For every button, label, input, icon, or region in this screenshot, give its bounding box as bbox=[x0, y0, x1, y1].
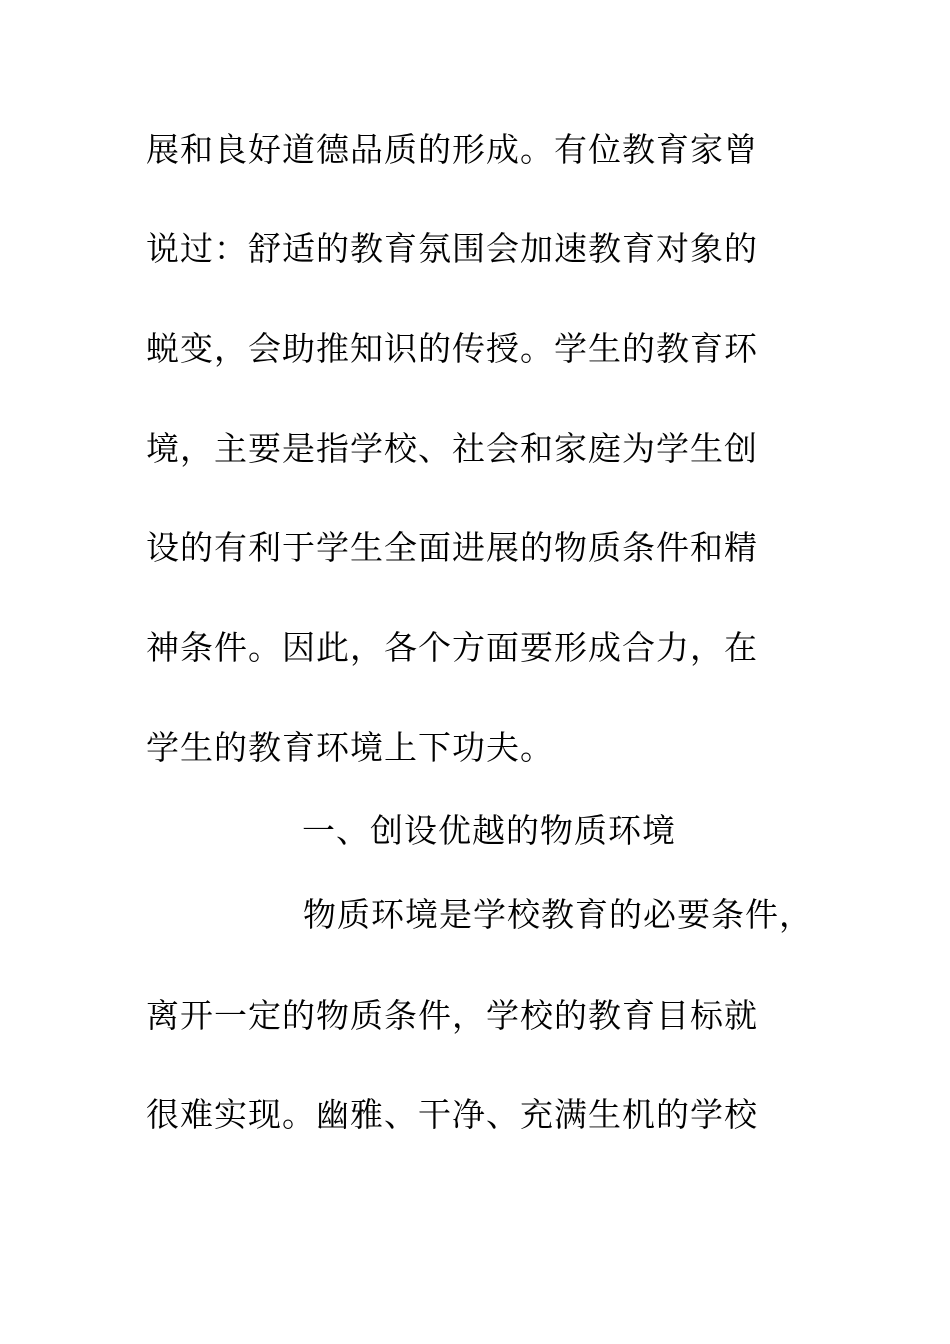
paragraph-line-5: 设的有利于学生全面进展的物质条件和精 bbox=[146, 528, 758, 567]
paragraph-line-7: 学生的教育环境上下功夫。 bbox=[146, 728, 554, 767]
paragraph2-line-2: 离开一定的物质条件，学校的教育目标就 bbox=[146, 996, 758, 1035]
paragraph2-line-3: 很难实现。幽雅、干净、充满生机的学校 bbox=[146, 1095, 758, 1134]
paragraph-line-6: 神条件。因此，各个方面要形成合力，在 bbox=[146, 628, 758, 667]
paragraph-line-1: 展和良好道德品质的形成。有位教育家曾 bbox=[146, 130, 758, 169]
paragraph-line-3: 蜕变，会助推知识的传授。学生的教育环 bbox=[146, 329, 758, 368]
paragraph-line-2: 说过：舒适的教育氛围会加速教育对象的 bbox=[146, 229, 758, 268]
paragraph2-line-1: 物质环境是学校教育的必要条件， bbox=[303, 895, 813, 934]
section-heading: 一、创设优越的物质环境 bbox=[302, 811, 676, 850]
paragraph-line-4: 境，主要是指学校、社会和家庭为学生创 bbox=[146, 429, 758, 468]
